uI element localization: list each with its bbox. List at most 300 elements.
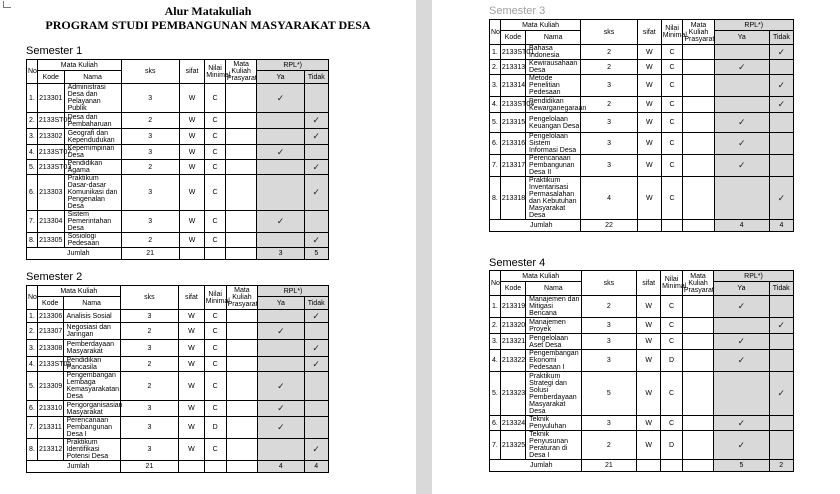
course-number: 4. bbox=[490, 97, 501, 113]
course-name: Pendidikan Kewarganegaraan bbox=[526, 97, 581, 113]
semester-3-heading: Semester 3 bbox=[489, 5, 546, 17]
course-prasyarat bbox=[225, 175, 257, 211]
total-empty-cell bbox=[225, 248, 257, 260]
semester-1-table bbox=[26, 59, 363, 260]
course-sifat: W bbox=[637, 431, 661, 460]
rpl-tidak-check-icon bbox=[304, 372, 328, 401]
total-row bbox=[27, 461, 363, 473]
course-prasyarat bbox=[225, 145, 257, 160]
course-sifat: W bbox=[637, 350, 661, 372]
course-prasyarat bbox=[226, 310, 258, 323]
course-row bbox=[27, 175, 363, 211]
course-sks: 3 bbox=[121, 145, 179, 160]
page-gap bbox=[416, 0, 432, 494]
course-name: Sistem Pemerintahan Desa bbox=[64, 211, 121, 233]
col-header-nilai-minimal: Nilai Minimal bbox=[661, 20, 683, 45]
course-name: Administrasi Desa dan Pelayanan Publik bbox=[64, 84, 121, 113]
col-header-mata-kuliah: Mata Kuliah bbox=[500, 271, 581, 282]
course-sifat: W bbox=[179, 323, 205, 340]
course-sks: 2 bbox=[121, 113, 179, 129]
course-number: 2. bbox=[27, 113, 38, 129]
course-row bbox=[490, 45, 824, 60]
course-nilai-minimal: C bbox=[661, 113, 683, 133]
course-number: 3. bbox=[27, 340, 38, 357]
rpl-tidak-check-icon bbox=[769, 334, 793, 350]
course-nilai-minimal: C bbox=[205, 113, 226, 129]
course-nilai-minimal: C bbox=[205, 233, 226, 248]
course-code: 213307 bbox=[37, 323, 63, 340]
rpl-tidak-check-icon bbox=[304, 417, 328, 439]
rpl-ya-check-icon bbox=[714, 372, 769, 416]
total-empty-cell bbox=[637, 220, 661, 232]
total-empty-cell bbox=[226, 461, 258, 473]
course-nilai-minimal: C bbox=[661, 416, 683, 431]
rpl-tidak-check-icon bbox=[769, 431, 793, 460]
course-number: 5. bbox=[27, 372, 38, 401]
total-rpl-ya: 4 bbox=[258, 461, 304, 473]
col-header-ya: Ya bbox=[714, 31, 769, 45]
rpl-ya-check-icon bbox=[257, 129, 304, 145]
rpl-ya-check-icon: ✓ bbox=[258, 417, 304, 439]
course-code: 2133ST03 bbox=[37, 160, 64, 175]
rpl-tidak-check-icon bbox=[769, 113, 793, 133]
course-row bbox=[27, 340, 363, 357]
course-nilai-minimal: C bbox=[204, 310, 226, 323]
course-nilai-minimal: C bbox=[661, 75, 683, 97]
col-header-sks: sks bbox=[581, 20, 637, 45]
rpl-tidak-check-icon bbox=[304, 401, 328, 417]
course-row bbox=[27, 160, 363, 175]
rpl-ya-check-icon: ✓ bbox=[258, 372, 304, 401]
course-code: 213324 bbox=[500, 416, 525, 431]
course-row bbox=[490, 97, 824, 113]
course-number: 7. bbox=[27, 417, 38, 439]
total-rpl-ya: 5 bbox=[714, 460, 769, 472]
col-header-prasyarat: Mata Kuliah Prasyarat bbox=[226, 61, 257, 82]
course-nilai-minimal: C bbox=[661, 97, 683, 113]
course-sks: 3 bbox=[581, 318, 636, 334]
col-header-no: No bbox=[27, 286, 38, 310]
course-nilai-minimal: C bbox=[661, 296, 683, 318]
rpl-tidak-check-icon: ✓ bbox=[769, 75, 793, 97]
semester-3-table bbox=[489, 19, 824, 232]
course-code: 213306 bbox=[37, 310, 63, 323]
course-nilai-minimal: C bbox=[205, 129, 226, 145]
course-name: Pengembangan Lembaga Kemasyarakatan Desa bbox=[63, 372, 120, 401]
course-sks: 3 bbox=[581, 416, 636, 431]
course-name: Geografi dan Kependudukan bbox=[64, 129, 121, 145]
course-sifat: W bbox=[637, 372, 661, 416]
course-sifat: W bbox=[637, 133, 661, 155]
course-name: Pengelolaan Aset Desa bbox=[526, 334, 581, 350]
course-sifat: W bbox=[637, 318, 661, 334]
course-row bbox=[27, 145, 363, 160]
course-name: Pengorganisasian Masyarakat bbox=[63, 401, 120, 417]
course-sifat: W bbox=[179, 401, 205, 417]
course-sks: 2 bbox=[581, 431, 636, 460]
course-sks: 2 bbox=[120, 323, 178, 340]
total-empty-cell bbox=[661, 460, 683, 472]
total-rpl-tidak: 5 bbox=[304, 248, 328, 260]
course-nilai-minimal: D bbox=[661, 350, 683, 372]
rpl-ya-check-icon: ✓ bbox=[714, 416, 769, 431]
course-sifat: W bbox=[179, 129, 204, 145]
course-sks: 3 bbox=[581, 155, 637, 177]
course-sks: 2 bbox=[120, 357, 178, 372]
total-row bbox=[490, 460, 824, 472]
col-header-kode: Kode bbox=[500, 31, 525, 45]
rpl-ya-check-icon bbox=[258, 439, 304, 461]
course-nilai-minimal: D bbox=[661, 431, 683, 460]
rpl-tidak-check-icon: ✓ bbox=[769, 45, 793, 60]
course-prasyarat bbox=[683, 75, 714, 97]
course-number: 4. bbox=[27, 145, 38, 160]
total-empty-cell bbox=[204, 461, 226, 473]
col-header-sifat: sifat bbox=[637, 271, 661, 296]
course-number: 7. bbox=[490, 431, 501, 460]
col-header-ya: Ya bbox=[714, 282, 769, 296]
total-empty-cell bbox=[683, 220, 714, 232]
total-sks: 22 bbox=[581, 220, 637, 232]
col-header-sifat: sifat bbox=[179, 60, 204, 84]
course-name: Perencanaan Pembangunan Desa II bbox=[526, 155, 581, 177]
course-name: Kepemimpinan Desa bbox=[64, 145, 121, 160]
course-name: Teknik Penyuluhan bbox=[526, 416, 581, 431]
rpl-ya-check-icon: ✓ bbox=[257, 145, 304, 160]
rpl-ya-check-icon: ✓ bbox=[714, 113, 769, 133]
course-prasyarat bbox=[225, 211, 257, 233]
course-row bbox=[27, 310, 363, 323]
course-prasyarat bbox=[225, 84, 257, 113]
course-sifat: W bbox=[179, 357, 205, 372]
course-code: 213318 bbox=[500, 177, 525, 220]
course-prasyarat bbox=[226, 401, 258, 417]
course-row bbox=[490, 113, 824, 133]
course-sifat: W bbox=[637, 416, 661, 431]
course-code: 213308 bbox=[37, 340, 63, 357]
total-empty-cell bbox=[637, 460, 661, 472]
course-code: 213320 bbox=[500, 318, 525, 334]
course-prasyarat bbox=[225, 233, 257, 248]
course-row bbox=[490, 416, 824, 431]
course-sifat: W bbox=[637, 75, 661, 97]
col-header-sks: sks bbox=[121, 60, 179, 84]
course-sks: 5 bbox=[581, 372, 636, 416]
course-prasyarat bbox=[683, 155, 714, 177]
col-header-kode: Kode bbox=[37, 297, 63, 310]
course-sks: 2 bbox=[121, 160, 179, 175]
course-nilai-minimal: C bbox=[204, 401, 226, 417]
course-sifat: W bbox=[179, 417, 205, 439]
rpl-tidak-check-icon bbox=[304, 145, 328, 160]
course-nilai-minimal: C bbox=[205, 160, 226, 175]
course-nilai-minimal: C bbox=[204, 439, 226, 461]
document-title: Alur Matakuliah bbox=[164, 4, 252, 18]
course-code: 213319 bbox=[500, 296, 525, 318]
course-row bbox=[27, 323, 363, 340]
document-page-left bbox=[0, 0, 416, 494]
course-prasyarat bbox=[683, 113, 714, 133]
rpl-ya-check-icon bbox=[714, 97, 769, 113]
course-prasyarat bbox=[226, 357, 258, 372]
course-sks: 2 bbox=[581, 296, 636, 318]
rpl-tidak-check-icon bbox=[769, 416, 793, 431]
course-sks: 3 bbox=[581, 350, 636, 372]
rpl-tidak-check-icon bbox=[304, 323, 328, 340]
course-prasyarat bbox=[682, 334, 713, 350]
total-rpl-tidak: 4 bbox=[304, 461, 328, 473]
course-name: Bahasa Indonesia bbox=[526, 45, 581, 60]
col-header-sifat: sifat bbox=[637, 20, 661, 45]
course-nilai-minimal: D bbox=[204, 417, 226, 439]
course-row bbox=[490, 431, 824, 460]
col-header-no: No bbox=[27, 60, 38, 84]
course-name: Negosiasi dan Jaringan bbox=[63, 323, 120, 340]
course-nilai-minimal: C bbox=[205, 175, 226, 211]
course-number: 4. bbox=[490, 350, 501, 372]
total-rpl-ya: 3 bbox=[257, 248, 304, 260]
course-row bbox=[490, 296, 824, 318]
course-number: 4. bbox=[27, 357, 38, 372]
course-name: Pengelolaan Keuangan Desa bbox=[526, 113, 581, 133]
course-prasyarat bbox=[683, 45, 714, 60]
course-row bbox=[490, 75, 824, 97]
course-code: 213315 bbox=[500, 113, 525, 133]
course-prasyarat bbox=[683, 60, 714, 75]
course-name: Pendidikan Agama bbox=[64, 160, 121, 175]
course-sifat: W bbox=[179, 113, 204, 129]
course-prasyarat bbox=[683, 177, 714, 220]
course-nilai-minimal: C bbox=[661, 318, 683, 334]
course-code: 213312 bbox=[37, 439, 63, 461]
total-empty-cell bbox=[179, 248, 204, 260]
col-header-rpl: RPL*) bbox=[258, 286, 329, 297]
course-nilai-minimal: C bbox=[661, 45, 683, 60]
course-row bbox=[27, 439, 363, 461]
rpl-tidak-check-icon bbox=[769, 350, 793, 372]
semester-4-heading: Semester 4 bbox=[489, 257, 546, 269]
rpl-ya-check-icon bbox=[257, 113, 304, 129]
course-sks: 4 bbox=[581, 177, 637, 220]
rpl-ya-check-icon bbox=[257, 233, 304, 248]
course-prasyarat bbox=[226, 417, 258, 439]
rpl-tidak-check-icon bbox=[769, 296, 793, 318]
total-sks: 21 bbox=[120, 461, 178, 473]
course-sks: 2 bbox=[121, 233, 179, 248]
course-code: 213311 bbox=[37, 417, 63, 439]
course-code: 213305 bbox=[37, 233, 64, 248]
course-sifat: W bbox=[637, 177, 661, 220]
course-row bbox=[490, 60, 824, 75]
course-prasyarat bbox=[682, 372, 713, 416]
course-prasyarat bbox=[225, 113, 257, 129]
total-row bbox=[27, 248, 363, 260]
course-code: 213322 bbox=[500, 350, 525, 372]
course-row bbox=[490, 133, 824, 155]
col-header-ya: Ya bbox=[258, 297, 304, 310]
course-nilai-minimal: C bbox=[204, 340, 226, 357]
course-nilai-minimal: C bbox=[661, 177, 683, 220]
course-sks: 3 bbox=[120, 439, 178, 461]
course-code: 213314 bbox=[500, 75, 525, 97]
course-prasyarat bbox=[683, 97, 714, 113]
course-nilai-minimal: C bbox=[204, 372, 226, 401]
rpl-ya-check-icon bbox=[258, 310, 304, 323]
course-row bbox=[27, 372, 363, 401]
rpl-ya-check-icon bbox=[257, 175, 304, 211]
col-header-tidak: Tidak bbox=[304, 71, 328, 84]
rpl-tidak-check-icon: ✓ bbox=[304, 439, 328, 461]
course-prasyarat bbox=[682, 350, 713, 372]
rpl-ya-check-icon: ✓ bbox=[258, 401, 304, 417]
course-prasyarat bbox=[225, 129, 257, 145]
rpl-ya-check-icon: ✓ bbox=[258, 323, 304, 340]
course-sifat: W bbox=[179, 439, 205, 461]
course-number: 6. bbox=[27, 401, 38, 417]
course-nilai-minimal: C bbox=[204, 357, 226, 372]
course-code: 213304 bbox=[37, 211, 64, 233]
course-name: Perencanaan Pembangunan Desa I bbox=[63, 417, 120, 439]
rpl-tidak-check-icon: ✓ bbox=[769, 177, 793, 220]
course-sifat: W bbox=[637, 97, 661, 113]
course-code: 213323 bbox=[500, 372, 525, 416]
rpl-ya-check-icon bbox=[714, 45, 769, 60]
course-number: 3. bbox=[490, 75, 501, 97]
total-sks: 21 bbox=[121, 248, 179, 260]
course-prasyarat bbox=[226, 372, 258, 401]
course-number: 1. bbox=[490, 45, 501, 60]
course-code: 213302 bbox=[37, 129, 64, 145]
course-code: 213317 bbox=[500, 155, 525, 177]
semester-1-heading: Semester 1 bbox=[26, 45, 83, 57]
course-row bbox=[490, 372, 824, 416]
course-prasyarat bbox=[683, 133, 714, 155]
rpl-tidak-check-icon: ✓ bbox=[769, 97, 793, 113]
col-header-tidak: Tidak bbox=[769, 282, 793, 296]
course-sks: 3 bbox=[121, 129, 179, 145]
course-row bbox=[27, 113, 363, 129]
course-code: 2133ST05 bbox=[37, 357, 63, 372]
total-empty-cell bbox=[682, 460, 713, 472]
course-number: 6. bbox=[490, 133, 501, 155]
course-row bbox=[27, 401, 363, 417]
course-name: Manajemen Proyek bbox=[526, 318, 581, 334]
rpl-ya-check-icon bbox=[714, 318, 769, 334]
course-sks: 2 bbox=[120, 372, 178, 401]
course-row bbox=[27, 357, 363, 372]
course-nilai-minimal: C bbox=[661, 155, 683, 177]
course-prasyarat bbox=[682, 431, 713, 460]
course-name: Pengelolaan Sistem Informasi Desa bbox=[526, 133, 581, 155]
rpl-ya-check-icon bbox=[258, 357, 304, 372]
course-row bbox=[27, 211, 363, 233]
course-number: 8. bbox=[27, 439, 38, 461]
course-name: Praktikum Identifikasi Potensi Desa bbox=[63, 439, 120, 461]
course-code: 213310 bbox=[37, 401, 63, 417]
course-row bbox=[490, 177, 824, 220]
total-label: Jumlah bbox=[27, 461, 121, 473]
document-subtitle: PROGRAM STUDI PEMBANGUNAN MASYARAKAT DESA bbox=[45, 18, 371, 32]
course-code: 213316 bbox=[500, 133, 525, 155]
rpl-ya-check-icon: ✓ bbox=[257, 84, 304, 113]
course-sifat: W bbox=[637, 155, 661, 177]
course-number: 2. bbox=[27, 323, 38, 340]
course-sifat: W bbox=[179, 372, 205, 401]
rpl-tidak-check-icon bbox=[769, 155, 793, 177]
total-empty-cell bbox=[205, 248, 226, 260]
course-sks: 3 bbox=[581, 133, 637, 155]
col-header-ya: Ya bbox=[257, 71, 304, 84]
col-header-sks: sks bbox=[581, 271, 636, 296]
rpl-ya-check-icon: ✓ bbox=[714, 133, 769, 155]
course-number: 7. bbox=[27, 211, 38, 233]
course-code: 2133ST06 bbox=[37, 113, 64, 129]
col-header-no: No bbox=[490, 271, 501, 296]
course-sks: 3 bbox=[120, 401, 178, 417]
col-header-nilai-minimal: Nilai Minimal bbox=[205, 60, 226, 84]
col-header-no: No bbox=[490, 20, 501, 45]
document-page-right bbox=[432, 0, 840, 494]
rpl-ya-check-icon: ✓ bbox=[714, 155, 769, 177]
course-sks: 2 bbox=[581, 60, 637, 75]
total-sks: 21 bbox=[581, 460, 636, 472]
course-sks: 3 bbox=[120, 340, 178, 357]
course-sifat: W bbox=[179, 175, 204, 211]
course-number: 5. bbox=[490, 113, 501, 133]
course-number: 3. bbox=[27, 129, 38, 145]
course-sks: 3 bbox=[120, 310, 178, 323]
col-header-rpl: RPL*) bbox=[714, 20, 793, 31]
course-number: 8. bbox=[27, 233, 38, 248]
rpl-tidak-check-icon: ✓ bbox=[304, 129, 328, 145]
course-sifat: W bbox=[637, 60, 661, 75]
rpl-tidak-check-icon: ✓ bbox=[769, 372, 793, 416]
course-number: 5. bbox=[490, 372, 501, 416]
course-sks: 3 bbox=[121, 175, 179, 211]
total-rpl-ya: 4 bbox=[714, 220, 769, 232]
col-header-nilai-minimal: Nilai Minimal bbox=[661, 271, 683, 296]
course-sifat: W bbox=[637, 113, 661, 133]
course-name: Praktikum Dasar-dasar Komunikasi dan Pengenalan Desa bbox=[64, 175, 121, 211]
course-prasyarat bbox=[682, 416, 713, 431]
course-sifat: W bbox=[179, 160, 204, 175]
course-code: 2133ST01 bbox=[500, 45, 525, 60]
course-sifat: W bbox=[637, 334, 661, 350]
course-name: Analisis Sosial bbox=[63, 310, 120, 323]
course-sks: 3 bbox=[581, 334, 636, 350]
col-header-prasyarat: Mata Kuliah Prasyarat bbox=[683, 272, 714, 294]
col-header-kode: Kode bbox=[500, 282, 525, 296]
course-sifat: W bbox=[637, 45, 661, 60]
col-header-nama: Nama bbox=[526, 282, 581, 296]
course-sifat: W bbox=[179, 145, 204, 160]
col-header-mata-kuliah: Mata Kuliah bbox=[37, 286, 120, 297]
total-label: Jumlah bbox=[490, 220, 581, 232]
course-row bbox=[490, 155, 824, 177]
course-sifat: W bbox=[179, 211, 204, 233]
total-label: Jumlah bbox=[27, 248, 122, 260]
course-name: Desa dan Pembaharuan bbox=[64, 113, 121, 129]
course-name: Manajemen dan Mitigasi Bencana bbox=[526, 296, 581, 318]
course-prasyarat bbox=[682, 296, 713, 318]
course-number: 5. bbox=[27, 160, 38, 175]
course-nilai-minimal: C bbox=[205, 211, 226, 233]
rpl-ya-check-icon: ✓ bbox=[714, 431, 769, 460]
rpl-tidak-check-icon: ✓ bbox=[304, 357, 328, 372]
course-name: Teknik Penyusunan Peraturan di Desa I bbox=[526, 431, 581, 460]
course-row bbox=[490, 318, 824, 334]
course-nilai-minimal: C bbox=[661, 372, 683, 416]
